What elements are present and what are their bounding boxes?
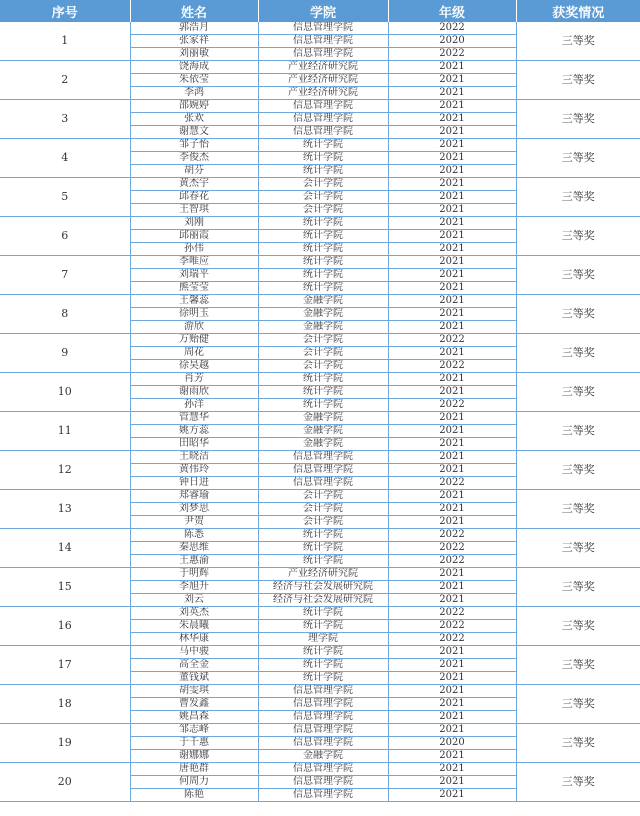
student-name: 钟日进 [130, 477, 258, 490]
group-index: 10 [0, 373, 130, 412]
college: 信息管理学院 [258, 477, 388, 490]
grade: 2021 [388, 87, 516, 100]
grade: 2021 [388, 178, 516, 191]
college: 信息管理学院 [258, 126, 388, 139]
grade: 2021 [388, 438, 516, 451]
college: 信息管理学院 [258, 763, 388, 776]
college: 会计学院 [258, 191, 388, 204]
grade: 2021 [388, 113, 516, 126]
student-name: 周花 [130, 347, 258, 360]
award-level: 三等奖 [516, 22, 640, 61]
college: 金融学院 [258, 412, 388, 425]
college: 金融学院 [258, 308, 388, 321]
student-name: 林华康 [130, 633, 258, 646]
group-index: 19 [0, 724, 130, 763]
student-name: 徐昊越 [130, 360, 258, 373]
grade: 2021 [388, 776, 516, 789]
college: 信息管理学院 [258, 464, 388, 477]
student-name: 饶海成 [130, 61, 258, 74]
table-row [0, 412, 640, 425]
group-index: 13 [0, 490, 130, 529]
award-level: 三等奖 [516, 295, 640, 334]
group-index: 5 [0, 178, 130, 217]
award-level: 三等奖 [516, 178, 640, 217]
grade: 2022 [388, 399, 516, 412]
student-name: 邵婉婷 [130, 100, 258, 113]
college: 会计学院 [258, 490, 388, 503]
student-name: 高全金 [130, 659, 258, 672]
grade: 2021 [388, 789, 516, 802]
student-name: 孙洋 [130, 399, 258, 412]
grade: 2021 [388, 256, 516, 269]
student-name: 胡芬 [130, 165, 258, 178]
student-name: 王惠渝 [130, 555, 258, 568]
college: 统计学院 [258, 555, 388, 568]
student-name: 谢娜娜 [130, 750, 258, 763]
grade: 2022 [388, 48, 516, 61]
grade: 2021 [388, 191, 516, 204]
college: 金融学院 [258, 750, 388, 763]
award-level: 三等奖 [516, 685, 640, 724]
grade: 2021 [388, 503, 516, 516]
student-name: 黄杰宇 [130, 178, 258, 191]
grade: 2021 [388, 672, 516, 685]
award-level: 三等奖 [516, 100, 640, 139]
grade: 2021 [388, 139, 516, 152]
student-name: 马中骏 [130, 646, 258, 659]
college: 统计学院 [258, 529, 388, 542]
college: 统计学院 [258, 373, 388, 386]
student-name: 邹志峰 [130, 724, 258, 737]
group-index: 3 [0, 100, 130, 139]
student-name: 张欢 [130, 113, 258, 126]
grade: 2022 [388, 334, 516, 347]
student-name: 于明辉 [130, 568, 258, 581]
grade: 2022 [388, 607, 516, 620]
grade: 2021 [388, 750, 516, 763]
college: 统计学院 [258, 386, 388, 399]
college: 信息管理学院 [258, 451, 388, 464]
grade: 2021 [388, 269, 516, 282]
group-index: 14 [0, 529, 130, 568]
table-row [0, 61, 640, 74]
table-body [0, 22, 640, 802]
grade: 2021 [388, 412, 516, 425]
grade: 2021 [388, 165, 516, 178]
student-name: 陈悉 [130, 529, 258, 542]
college: 信息管理学院 [258, 776, 388, 789]
award-level: 三等奖 [516, 568, 640, 607]
table-row [0, 490, 640, 503]
grade: 2021 [388, 464, 516, 477]
college: 会计学院 [258, 360, 388, 373]
college: 统计学院 [258, 659, 388, 672]
grade: 2021 [388, 698, 516, 711]
student-name: 游欣 [130, 321, 258, 334]
student-name: 刘英杰 [130, 607, 258, 620]
award-level: 三等奖 [516, 412, 640, 451]
grade: 2022 [388, 555, 516, 568]
student-name: 熊莹莹 [130, 282, 258, 295]
student-name: 朱依莹 [130, 74, 258, 87]
student-name: 姚方蕊 [130, 425, 258, 438]
table-row [0, 178, 640, 191]
grade: 2021 [388, 347, 516, 360]
table-row [0, 724, 640, 737]
grade: 2021 [388, 217, 516, 230]
table-row [0, 763, 640, 776]
college: 会计学院 [258, 178, 388, 191]
award-level: 三等奖 [516, 646, 640, 685]
group-index: 1 [0, 22, 130, 61]
grade: 2021 [388, 659, 516, 672]
college: 统计学院 [258, 243, 388, 256]
college: 金融学院 [258, 295, 388, 308]
award-level: 三等奖 [516, 373, 640, 412]
grade: 2022 [388, 22, 516, 35]
college: 经济与社会发展研究院 [258, 581, 388, 594]
grade: 2021 [388, 100, 516, 113]
award-level: 三等奖 [516, 724, 640, 763]
header-index: 序号 [0, 0, 130, 22]
grade: 2021 [388, 321, 516, 334]
student-name: 李旭升 [130, 581, 258, 594]
group-index: 2 [0, 61, 130, 100]
table-row [0, 100, 640, 113]
college: 会计学院 [258, 516, 388, 529]
group-index: 18 [0, 685, 130, 724]
college: 统计学院 [258, 230, 388, 243]
grade: 2021 [388, 308, 516, 321]
grade: 2021 [388, 724, 516, 737]
student-name: 邱春花 [130, 191, 258, 204]
group-index: 4 [0, 139, 130, 178]
student-name: 黄伟玲 [130, 464, 258, 477]
award-level: 三等奖 [516, 451, 640, 490]
award-level: 三等奖 [516, 607, 640, 646]
table-row [0, 451, 640, 464]
college: 信息管理学院 [258, 22, 388, 35]
student-name: 王馨蕊 [130, 295, 258, 308]
college: 信息管理学院 [258, 698, 388, 711]
award-level: 三等奖 [516, 139, 640, 178]
student-name: 郑睿瑜 [130, 490, 258, 503]
header-award: 获奖情况 [516, 0, 640, 22]
college: 信息管理学院 [258, 737, 388, 750]
grade: 2020 [388, 35, 516, 48]
award-level: 三等奖 [516, 763, 640, 802]
student-name: 邱丽霞 [130, 230, 258, 243]
college: 产业经济研究院 [258, 568, 388, 581]
college: 产业经济研究院 [258, 74, 388, 87]
table-row [0, 22, 640, 35]
header-name: 姓名 [130, 0, 258, 22]
college: 信息管理学院 [258, 789, 388, 802]
college: 信息管理学院 [258, 113, 388, 126]
award-level: 三等奖 [516, 61, 640, 100]
header-college: 学院 [258, 0, 388, 22]
college: 统计学院 [258, 269, 388, 282]
grade: 2021 [388, 581, 516, 594]
student-name: 唐艳群 [130, 763, 258, 776]
college: 统计学院 [258, 256, 388, 269]
college: 会计学院 [258, 347, 388, 360]
college: 信息管理学院 [258, 100, 388, 113]
grade: 2022 [388, 477, 516, 490]
table-row [0, 139, 640, 152]
student-name: 王智琪 [130, 204, 258, 217]
college: 统计学院 [258, 139, 388, 152]
group-index: 17 [0, 646, 130, 685]
student-name: 刘瑞平 [130, 269, 258, 282]
student-name: 秦思维 [130, 542, 258, 555]
grade: 2021 [388, 126, 516, 139]
college: 信息管理学院 [258, 35, 388, 48]
student-name: 谢雨欣 [130, 386, 258, 399]
grade: 2021 [388, 386, 516, 399]
grade: 2021 [388, 646, 516, 659]
student-name: 张家祥 [130, 35, 258, 48]
grade: 2021 [388, 685, 516, 698]
grade: 2021 [388, 282, 516, 295]
grade: 2021 [388, 490, 516, 503]
award-level: 三等奖 [516, 529, 640, 568]
student-name: 万贻健 [130, 334, 258, 347]
student-name: 郭浩月 [130, 22, 258, 35]
college: 会计学院 [258, 503, 388, 516]
student-name: 胡雯琪 [130, 685, 258, 698]
table-row [0, 568, 640, 581]
student-name: 刘刚 [130, 217, 258, 230]
student-name: 李唯应 [130, 256, 258, 269]
college: 统计学院 [258, 620, 388, 633]
college: 信息管理学院 [258, 724, 388, 737]
table-row [0, 607, 640, 620]
group-index: 9 [0, 334, 130, 373]
grade: 2021 [388, 711, 516, 724]
college: 金融学院 [258, 438, 388, 451]
student-name: 孙伟 [130, 243, 258, 256]
table-row [0, 646, 640, 659]
student-name: 谢慧文 [130, 126, 258, 139]
table-row [0, 256, 640, 269]
award-level: 三等奖 [516, 334, 640, 373]
college: 金融学院 [258, 425, 388, 438]
student-name: 邹子怡 [130, 139, 258, 152]
student-name: 肖芳 [130, 373, 258, 386]
grade: 2021 [388, 204, 516, 217]
college: 统计学院 [258, 607, 388, 620]
college: 产业经济研究院 [258, 87, 388, 100]
student-name: 李俊杰 [130, 152, 258, 165]
award-level: 三等奖 [516, 490, 640, 529]
grade: 2021 [388, 243, 516, 256]
group-index: 15 [0, 568, 130, 607]
grade: 2021 [388, 763, 516, 776]
grade: 2021 [388, 373, 516, 386]
group-index: 7 [0, 256, 130, 295]
award-level: 三等奖 [516, 256, 640, 295]
group-index: 6 [0, 217, 130, 256]
grade: 2020 [388, 737, 516, 750]
table-row [0, 529, 640, 542]
college: 信息管理学院 [258, 685, 388, 698]
student-name: 田昭华 [130, 438, 258, 451]
grade: 2022 [388, 633, 516, 646]
group-index: 11 [0, 412, 130, 451]
student-name: 刘丽敏 [130, 48, 258, 61]
grade: 2021 [388, 74, 516, 87]
table-row [0, 685, 640, 698]
table-row [0, 334, 640, 347]
college: 产业经济研究院 [258, 61, 388, 74]
student-name: 何周力 [130, 776, 258, 789]
header-row [0, 0, 640, 22]
college: 统计学院 [258, 399, 388, 412]
student-name: 董钱斌 [130, 672, 258, 685]
student-name: 曹发鑫 [130, 698, 258, 711]
student-name: 刘云 [130, 594, 258, 607]
college: 统计学院 [258, 217, 388, 230]
college: 理学院 [258, 633, 388, 646]
college: 信息管理学院 [258, 48, 388, 61]
grade: 2021 [388, 152, 516, 165]
student-name: 陈艳 [130, 789, 258, 802]
college: 会计学院 [258, 204, 388, 217]
student-name: 刘梦思 [130, 503, 258, 516]
table-row [0, 217, 640, 230]
group-index: 16 [0, 607, 130, 646]
grade: 2021 [388, 61, 516, 74]
student-name: 管慧华 [130, 412, 258, 425]
student-name: 徐明玉 [130, 308, 258, 321]
college: 会计学院 [258, 334, 388, 347]
college: 统计学院 [258, 646, 388, 659]
student-name: 于千惠 [130, 737, 258, 750]
table-row [0, 295, 640, 308]
grade: 2021 [388, 425, 516, 438]
group-index: 12 [0, 451, 130, 490]
student-name: 王晓洁 [130, 451, 258, 464]
college: 统计学院 [258, 282, 388, 295]
grade: 2021 [388, 451, 516, 464]
header-grade: 年级 [388, 0, 516, 22]
grade: 2021 [388, 230, 516, 243]
table-row [0, 373, 640, 386]
college: 信息管理学院 [258, 711, 388, 724]
grade: 2022 [388, 360, 516, 373]
college: 统计学院 [258, 542, 388, 555]
college: 金融学院 [258, 321, 388, 334]
college: 统计学院 [258, 165, 388, 178]
student-name: 姚昌森 [130, 711, 258, 724]
group-index: 8 [0, 295, 130, 334]
grade: 2022 [388, 620, 516, 633]
college: 经济与社会发展研究院 [258, 594, 388, 607]
student-name: 尹贺 [130, 516, 258, 529]
student-name: 朱晨曦 [130, 620, 258, 633]
grade: 2021 [388, 568, 516, 581]
grade: 2021 [388, 594, 516, 607]
college: 统计学院 [258, 672, 388, 685]
college: 统计学院 [258, 152, 388, 165]
student-name: 李鸿 [130, 87, 258, 100]
grade: 2021 [388, 295, 516, 308]
group-index: 20 [0, 763, 130, 802]
grade: 2021 [388, 516, 516, 529]
award-level: 三等奖 [516, 217, 640, 256]
grade: 2022 [388, 529, 516, 542]
grade: 2022 [388, 542, 516, 555]
